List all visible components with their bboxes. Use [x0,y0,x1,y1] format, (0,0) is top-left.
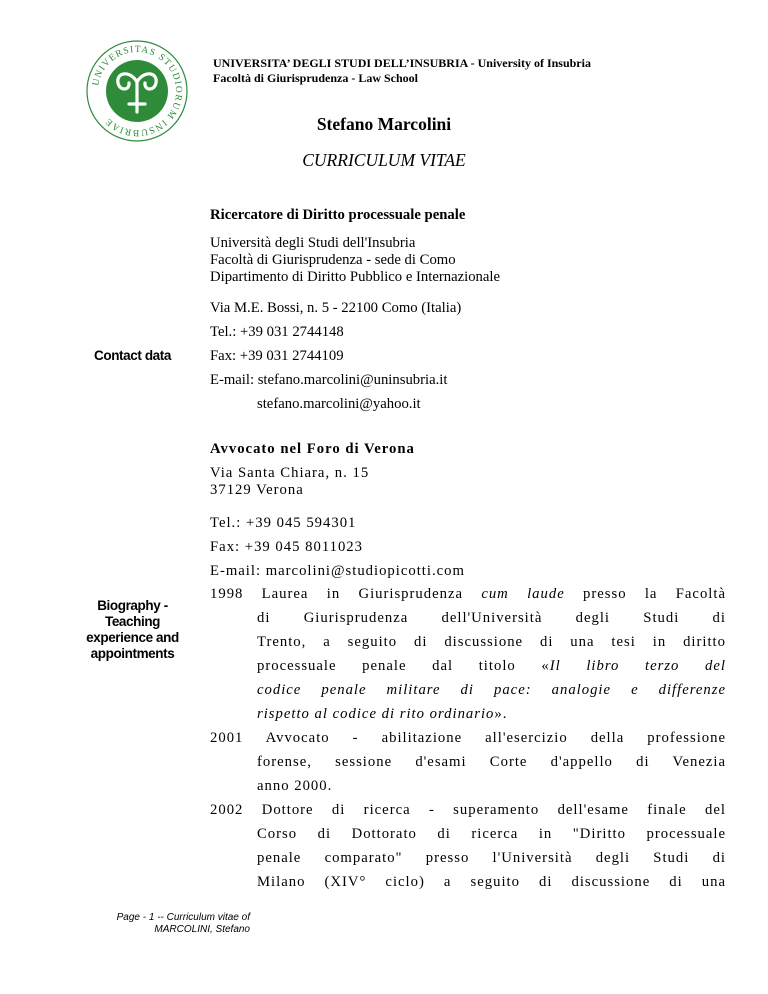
bio-2001-line-1: 2001 Avvocato - abilitazione all'esercizio della professione [210,730,726,746]
position-title: Ricercatore di Diritto processuale penale [210,207,466,223]
biography-list [210,582,726,894]
office-address: Via M.E. Bossi, n. 5 - 22100 Como (Italia) [210,300,462,316]
footer-name-line: MARCOLINI, Stefano [154,924,250,935]
bio-2002-line-2: Corso di Dottorato di ricerca in "Diritto processuale [257,826,726,842]
lawyer-address-street: Via Santa Chiara, n. 15 [210,465,370,481]
bio-2002-line-1: 2002 Dottore di ricerca - superamento dell'esame finale del [210,802,726,818]
bio-entry-2002 [210,798,726,894]
office-tel: Tel.: +39 031 2744148 [210,324,344,340]
affiliation-faculty: Facoltà di Giurisprudenza - sede di Como [210,252,456,268]
lawyer-email: E-mail: marcolini@studiopicotti.com [210,563,465,579]
header-university-line: UNIVERSITA’ DEGLI STUDI DELL’INSUBRIA - University of Insubria [213,56,591,70]
bio-1998-line-6: rispetto al codice di rito ordinario». [257,706,508,722]
bio-2002-line-4: Milano (XIV° ciclo) a seguito di discussione di una [257,874,726,890]
bio-entry-2001 [210,726,726,798]
person-name: Stefano Marcolini [316,114,452,134]
seal-ring-text: UNIVERSITAS STUDIORUM INSUBRIAE [91,44,184,138]
affiliation-department: Dipartimento di Diritto Pubblico e Internazionale [210,269,500,285]
lawyer-fax: Fax: +39 045 8011023 [210,539,363,555]
sidebar-biography-label: Biography - Teaching experience and appointments [86,598,179,661]
office-email-alt: stefano.marcolini@yahoo.it [257,396,421,412]
bio-1998-line-2: di Giurisprudenza dell'Università degli Studi di [257,610,726,626]
bio-1998-line-3: Trento, a seguito di discussione di una tesi in diritto [257,634,726,650]
bio-1998-line-5: codice penale militare di pace: analogie e differenze [257,682,726,698]
bio-2001-line-2: forense, sessione d'esami Corte d'appello di Venezia [257,754,726,770]
office-fax: Fax: +39 031 2744109 [210,348,344,364]
affiliation-university: Università degli Studi dell'Insubria [210,235,416,251]
bio-1998-line-1: 1998 Laurea in Giurisprudenza cum laude presso la Facoltà [210,586,726,602]
lawyer-address-city: 37129 Verona [210,482,304,498]
lawyer-title: Avvocato nel Foro di Verona [210,441,415,457]
office-email: E-mail: stefano.marcolini@uninsubria.it [210,372,448,388]
cv-title: CURRICULUM VITAE [302,150,466,170]
bio-1998-line-4: processuale penale dal titolo «Il libro terzo del [257,658,726,674]
bio-entry-1998 [210,582,726,726]
lawyer-tel: Tel.: +39 045 594301 [210,515,357,531]
header-faculty-line: Facoltà di Giurisprudenza - Law School [213,71,419,85]
bio-2002-line-3: penale comparato" presso l'Università degli Studi di [257,850,726,866]
sidebar-contact-label: Contact data [94,348,171,363]
footer-page-line: Page - 1 -- Curriculum vitae of [116,912,250,923]
bio-2001-line-3: anno 2000. [257,778,333,794]
